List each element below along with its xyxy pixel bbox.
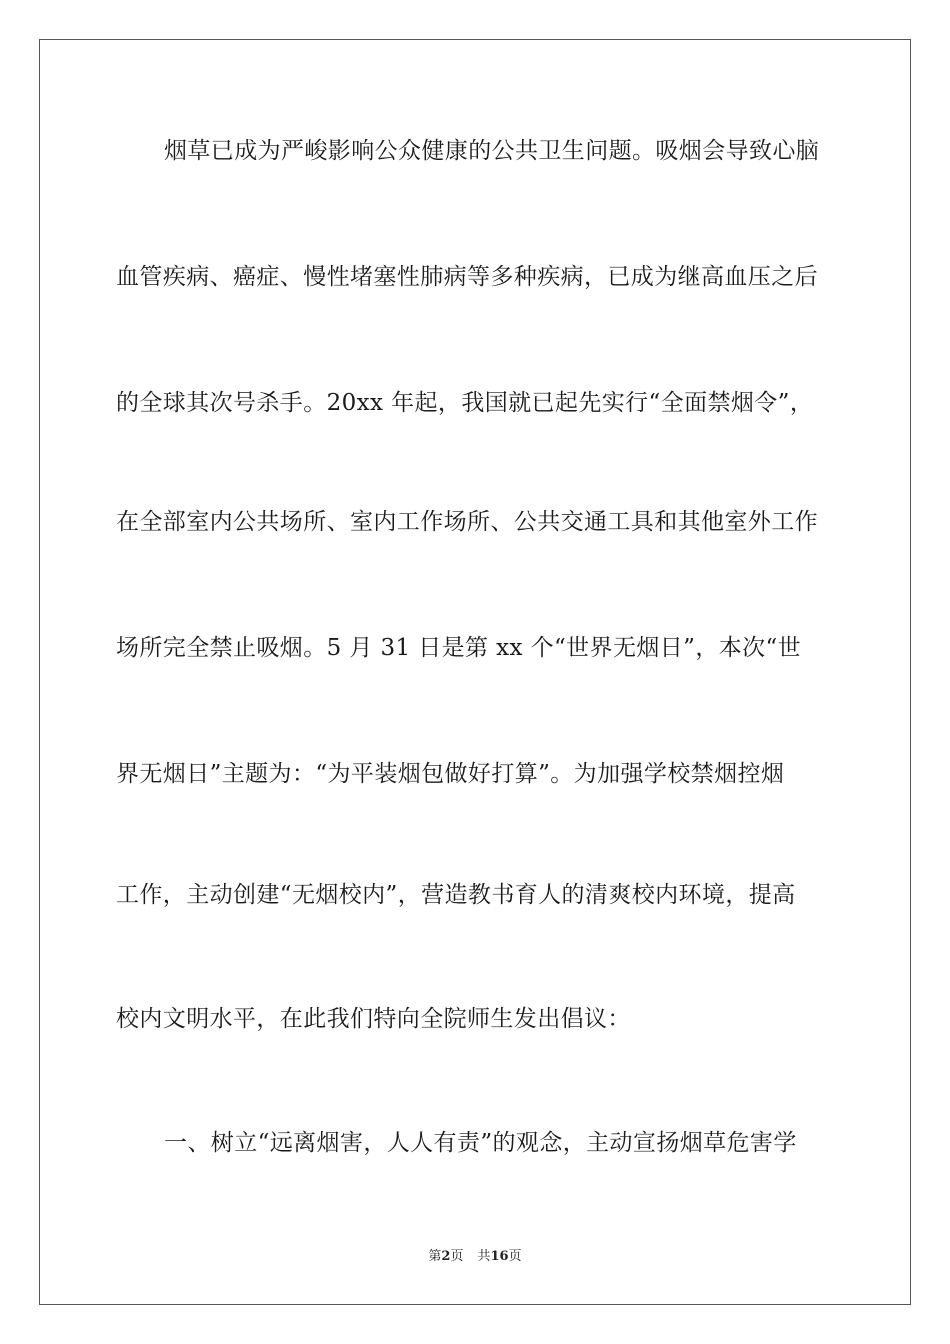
paragraph-line: 工作，主动创建“无烟校内”，营造教书育人的清爽校内环境，提高 — [116, 882, 796, 908]
page-footer — [0, 1248, 950, 1266]
total-pages: 16 — [490, 1249, 509, 1264]
paragraph-line: 界无烟日”主题为：“为平装烟包做好打算”。为加强学校禁烟控烟 — [116, 761, 785, 787]
paragraph-line: 校内文明水平，在此我们特向全院师生发出倡议： — [116, 1006, 631, 1032]
paragraph-line: 的全球其次号杀手。20xx 年起，我国就已起先实行“全面禁烟令”， — [116, 390, 814, 416]
paragraph-line: 血管疾病、癌症、慢性堵塞性肺病等多种疾病，已成为继高血压之后 — [116, 264, 818, 290]
total-suffix: 页 — [508, 1249, 522, 1264]
page-prefix: 第 — [428, 1249, 442, 1264]
page-number: 2 — [441, 1249, 451, 1264]
page-suffix: 页 — [450, 1249, 464, 1264]
page-border — [39, 39, 911, 1305]
paragraph-line: 在全部室内公共场所、室内工作场所、公共交通工具和其他室外工作 — [116, 509, 818, 535]
paragraph-line: 一、树立“远离烟害，人人有责”的观念，主动宣扬烟草危害学 — [164, 1130, 797, 1156]
total-prefix: 共 — [477, 1249, 491, 1264]
paragraph-line: 烟草已成为严峻影响公众健康的公共卫生问题。吸烟会导致心脑 — [164, 138, 820, 164]
paragraph-line: 场所完全禁止吸烟。5 月 31 日是第 xx 个“世界无烟日”，本次“世 — [116, 635, 802, 661]
